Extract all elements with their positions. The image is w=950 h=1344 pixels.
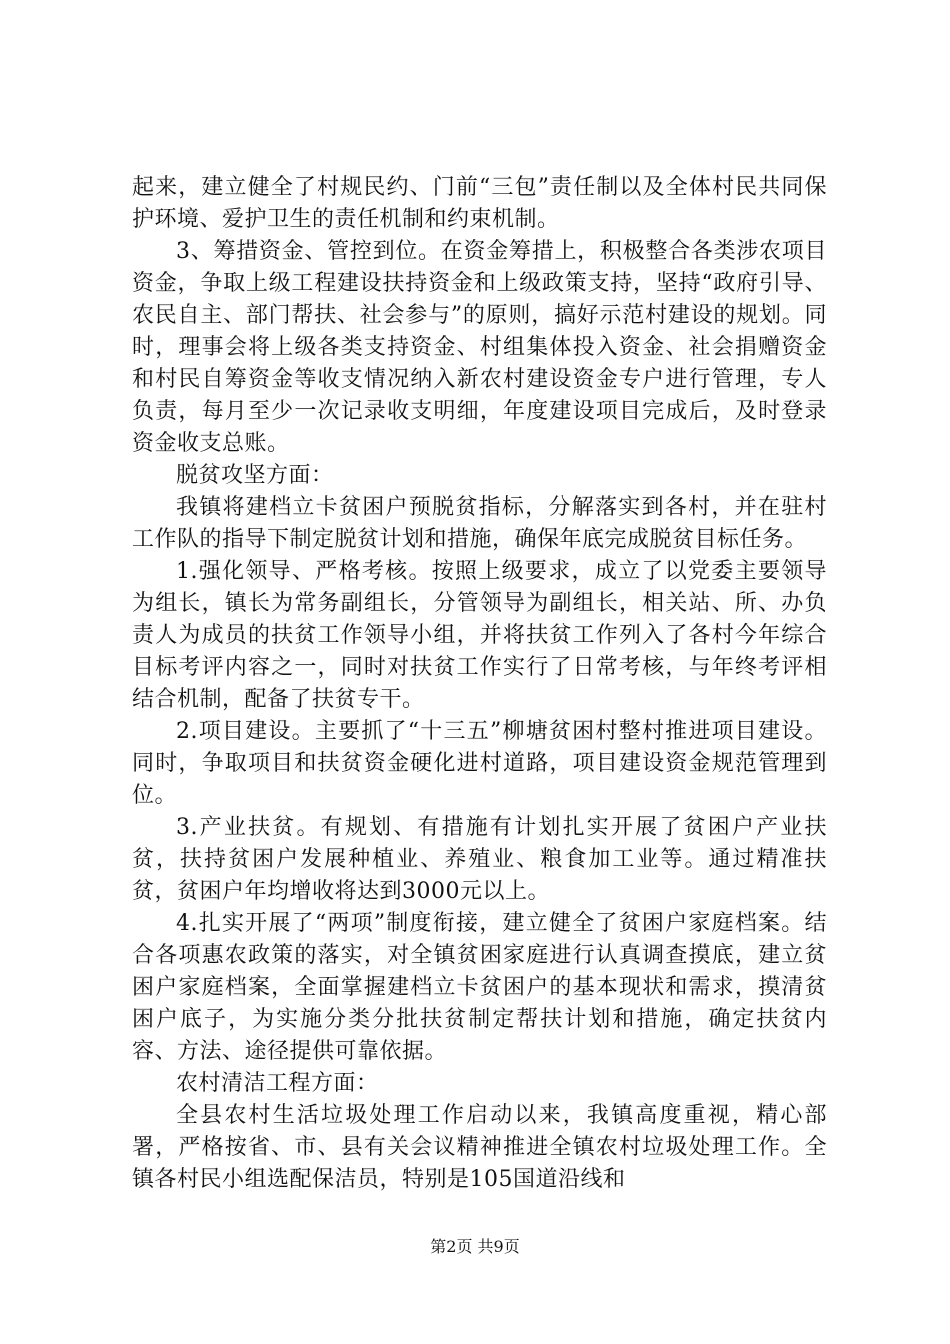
paragraph-7: 3.产业扶贫。有规划、有措施有计划扎实开展了贫困户产业扶贫，扶持贫困户发展种植业、养殖业、粮食加工业等。通过精准扶贫，贫困户年均增收将达到3000元以上。 [132, 815, 827, 904]
paragraph-1: 起来，建立健全了村规民约、门前“三包”责任制以及全体村民共同保护环境、爱护卫生的责任机制和约束机制。 [132, 175, 827, 232]
paragraph-2: 3、筹措资金、管控到位。在资金筹措上，积极整合各类涉农项目资金，争取上级工程建设扶持资金和上级政策支持，坚持“政府引导、农民自主、部门帮扶、社会参与”的原则，搞好示范村建设的规划。同时，理事会将上级各类支持资金、村组集体投入资金、社会捐赠资金和村民自筹资金等收支情况纳入新农村建设资金专户进行管理，专人负责，每月至少一次记录收支明细，年度建设项目完成后，及时登录资金收支总账。 [132, 239, 827, 456]
document-body [132, 172, 827, 1196]
paragraph-10: 全县农村生活垃圾处理工作启动以来，我镇高度重视，精心部署，严格按省、市、县有关会议精神推进全镇农村垃圾处理工作。全镇各村民小组选配保洁员，特别是105国道沿线和 [132, 1103, 827, 1192]
paragraph-4: 我镇将建档立卡贫困户预脱贫指标，分解落实到各村，并在驻村工作队的指导下制定脱贫计划和措施，确保年底完成脱贫目标任务。 [132, 495, 827, 552]
paragraph-8: 4.扎实开展了“两项”制度衔接，建立健全了贫困户家庭档案。结合各项惠农政策的落实，对全镇贫困家庭进行认真调查摸底，建立贫困户家庭档案，全面掌握建档立卡贫困户的基本现状和需求，摸清贫困户底子，为实施分类分批扶贫制定帮扶计划和措施，确定扶贫内容、方法、途径提供可靠依据。 [132, 911, 827, 1064]
paragraph-6: 2.项目建设。主要抓了“十三五”柳塘贫困村整村推进项目建设。同时，争取项目和扶贫资金硬化进村道路，项目建设资金规范管理到位。 [132, 719, 827, 808]
section-heading-cleaning: 农村清洁工程方面： [176, 1071, 379, 1096]
paragraph-5: 1.强化领导、严格考核。按照上级要求，成立了以党委主要领导为组长，镇长为常务副组长，分管领导为副组长，相关站、所、办负责人为成员的扶贫工作领导小组，并将扶贫工作列入了各村今年综合目标考评内容之一，同时对扶贫工作实行了日常考核，与年终考评相结合机制，配备了扶贫专干。 [132, 559, 827, 712]
page-footer: 第2页 共9页 [430, 1237, 520, 1256]
section-heading-poverty: 脱贫攻坚方面： [176, 463, 334, 488]
